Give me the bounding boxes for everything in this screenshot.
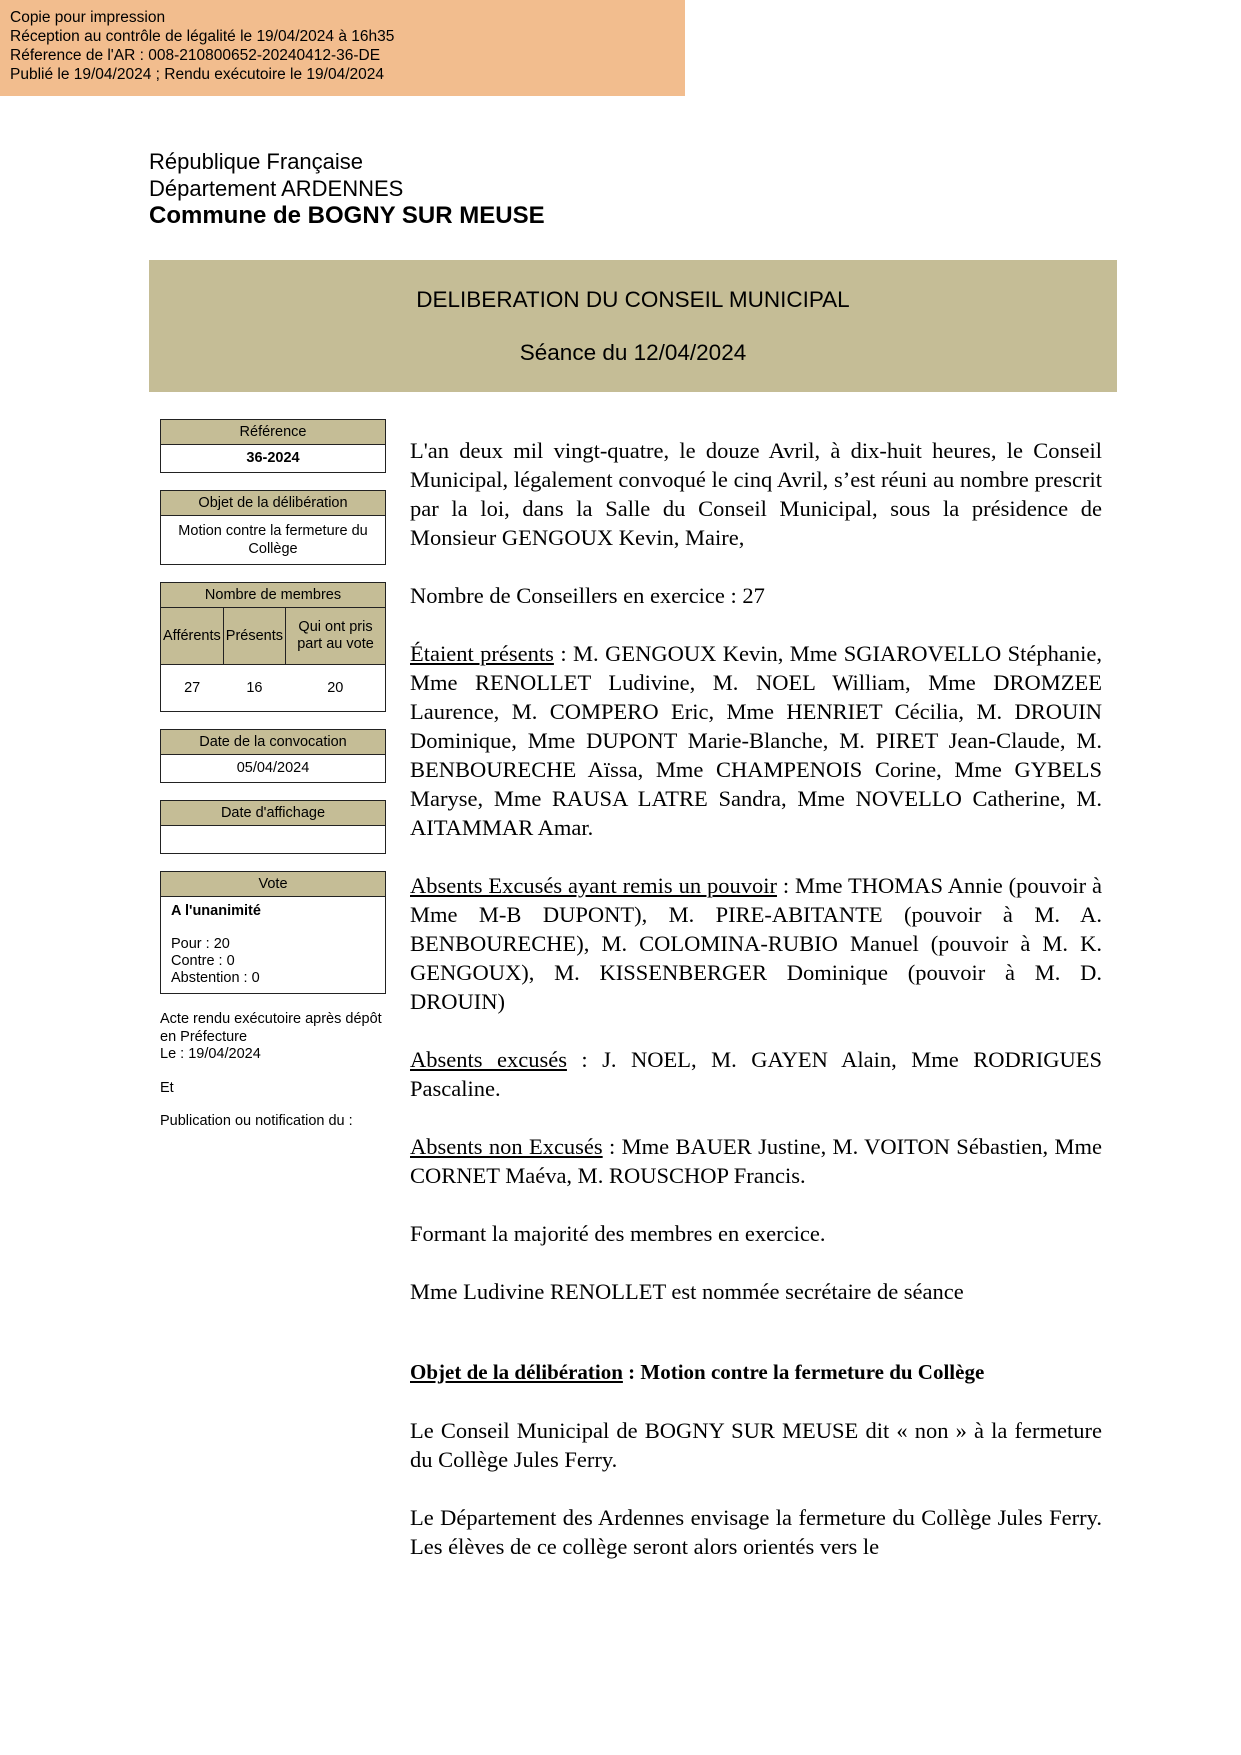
republique: République Française: [149, 149, 364, 174]
excuses-paragraph: [410, 1045, 1102, 1103]
non-excuses-list: : Mme BAUER Justine, M. VOITON Sébastien, Mme CORNET Maéva, M. ROUSCHOP Francis.: [410, 1134, 1103, 1188]
note-executoire: Acte rendu exécutoire après dépôt en Préfecture: [160, 1011, 382, 1045]
intro-paragraph: L'an deux mil vingt-quatre, le douze Avril, à dix-huit heures, le Conseil Municipal, légalement convoqué le cinq Avril, s’est réuni au nombre prescrit par la loi, dans la Salle du Conseil Municipal, sous la présidence de Monsieur GENGOUX Kevin, Maire,: [410, 438, 1102, 550]
vote-label: Vote: [161, 872, 385, 897]
side-notes: [160, 1011, 386, 1131]
convocation-label: Date de la convocation: [161, 730, 385, 755]
commune: Commune de BOGNY SUR MEUSE: [149, 202, 545, 229]
vote-details: [161, 897, 385, 993]
departement: Département ARDENNES: [149, 176, 404, 201]
presents-list: : M. GENGOUX Kevin, Mme SGIAROVELLO Stéphanie, Mme RENOLLET Ludivine, M. NOEL William, Mme DROMZEE Laurence, M. COMPERO Eric, Mme HENRIET Cécilia, M. DROUIN Dominique, Mme DUPONT Marie-Blanche, M. PIRET Jean-Claude, M. BENBOURECHE Aïssa, Mme CHAMPENOIS Corine, Mme GYBELS Maryse, Mme RAUSA LATRE Sandra, Mme NOVELLO Catherine, M. AITAMMAR Amar.: [410, 641, 1102, 840]
objet-heading: [410, 1358, 1102, 1387]
stamp-line-2: Réception au contrôle de légalité le 19/04/2024 à 16h35: [10, 28, 395, 45]
stamp-line-4: Publié le 19/04/2024 ; Rendu exécutoire le 19/04/2024: [10, 66, 385, 83]
paragraph-1: Le Conseil Municipal de BOGNY SUR MEUSE dit « non » à la fermeture du Collège Jules Ferry.: [410, 1418, 1102, 1472]
affichage-value: [161, 826, 385, 853]
pouvoir-list: : Mme THOMAS Annie (pouvoir à Mme M-B DUPONT), M. PIRE-ABITANTE (pouvoir à M. A. BENBOURECHE), M. COLOMINA-RUBIO Manuel (pouvoir à M. K. GENGOUX), M. KISSENBERGER Dominique (pouvoir à M. D. DROUIN): [410, 873, 1102, 1014]
vote-contre: Contre : 0: [171, 953, 235, 969]
seance-date: Séance du 12/04/2024: [519, 340, 747, 365]
stamp-line-3: Réference de l'AR : 008-210800652-20240412-36-DE: [10, 47, 381, 64]
secretaire-paragraph: Mme Ludivine RENOLLET est nommée secrétaire de séance: [410, 1279, 964, 1304]
sidebar: [160, 419, 386, 1147]
val-afferents: 27: [184, 680, 201, 696]
membres-box: [160, 582, 386, 712]
objet-value: Motion contre la fermeture du Collège: [178, 523, 368, 557]
reference-label: Référence: [161, 420, 385, 445]
objet-label: Objet de la délibération: [161, 491, 385, 516]
excuses-label: Absents excusés: [410, 1047, 567, 1072]
non-excuses-label: Absents non Excusés: [410, 1134, 603, 1159]
objet-box: [160, 490, 386, 565]
objet-heading-text: : Motion contre la fermeture du Collège: [622, 1360, 985, 1384]
pouvoir-paragraph: [410, 871, 1102, 1016]
reference-box: [160, 419, 386, 473]
val-votants: 20: [327, 680, 344, 696]
col-afferents: Afférents: [161, 608, 223, 665]
convocation-box: [160, 729, 386, 783]
title-banner: [149, 260, 1117, 392]
paragraph-2: Le Département des Ardennes envisage la fermeture du Collège Jules Ferry. Les élèves de ce collège seront alors orientés vers le: [410, 1505, 1102, 1559]
document-title: DELIBERATION DU CONSEIL MUNICIPAL: [416, 287, 850, 312]
membres-label: Nombre de membres: [161, 583, 385, 608]
nombre-conseillers: Nombre de Conseillers en exercice : 27: [410, 583, 765, 608]
excuses-list: : J. NOEL, M. GAYEN Alain, Mme RODRIGUES Pascaline.: [410, 1047, 1102, 1101]
val-presents: 16: [246, 680, 263, 696]
presents-label: Étaient présents: [410, 641, 554, 666]
note-publication: Publication ou notification du :: [160, 1113, 353, 1129]
vote-pour: Pour : 20: [171, 936, 230, 952]
non-excuses-paragraph: [410, 1132, 1102, 1190]
majorite-paragraph: Formant la majorité des membres en exercice.: [410, 1221, 826, 1246]
note-executoire-date: Le : 19/04/2024: [160, 1046, 261, 1062]
note-et: Et: [160, 1079, 174, 1096]
col-votants: Qui ont pris part au vote: [286, 608, 385, 665]
issuer-header: [149, 148, 545, 229]
reference-value: 36-2024: [246, 450, 300, 466]
affichage-label: Date d'affichage: [161, 801, 385, 826]
stamp-line-1: Copie pour impression: [10, 9, 166, 26]
pouvoir-label: Absents Excusés ayant remis un pouvoir: [410, 873, 777, 898]
deliberation-body: [410, 436, 1102, 1590]
legality-stamp: [0, 0, 685, 96]
affichage-box: [160, 800, 386, 854]
vote-box: [160, 871, 386, 994]
objet-heading-label: Objet de la délibération: [410, 1360, 623, 1384]
presents-paragraph: [410, 639, 1102, 842]
convocation-value: 05/04/2024: [236, 760, 310, 776]
vote-result: A l'unanimité: [171, 903, 261, 919]
col-presents: Présents: [223, 608, 285, 665]
vote-abstention: Abstention : 0: [171, 970, 260, 986]
membres-table: [161, 608, 385, 711]
